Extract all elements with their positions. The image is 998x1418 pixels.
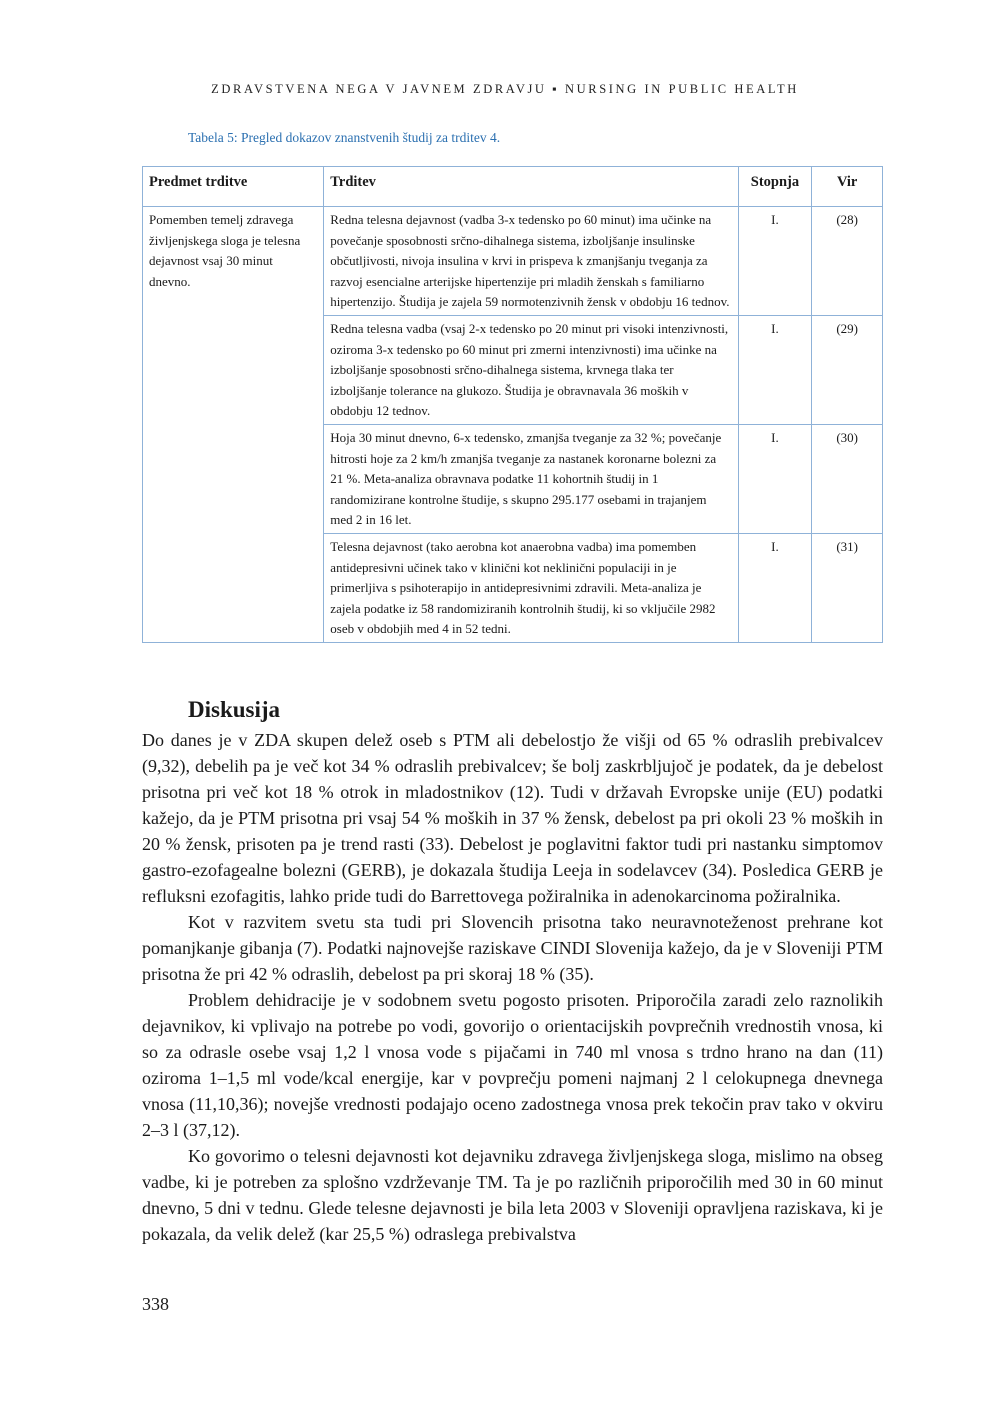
- header-source: Vir: [812, 167, 883, 207]
- evidence-grade: I.: [738, 533, 812, 642]
- evidence-grade: I.: [738, 207, 812, 316]
- paragraph: Ko govorimo o telesni dejavnosti kot dejavniku zdravega življenjskega sloga, mislimo na obseg vadbe, ki je potreben za splošno vzdrževanje TM. Ta je po različnih priporočilih med 30 in 60 minut dnevno, 5 dni v tednu. Glede telesne dejavnosti je bila leta 2003 v Sloveniji opravljena raziskava, ki je pokazala, da velik delež (kar 25,5 %) odraslega prebivalstva: [142, 1146, 883, 1244]
- claim-text: Telesna dejavnost (tako aerobna kot anaerobna vadba) ima pomemben antidepresivni učinek tako v klinični kot neklinični populaciji in je primerljiva s psihoterapijo in antidepresivnimi zdravili. Meta-analiza je zajela podatke iz 58 randomiziranih kontrolnih študij, ki so vključile 2982 oseb v obdobjih med 4 in 52 tedni.: [324, 533, 738, 642]
- table-caption: Tabela 5: Pregled dokazov znanstvenih študij za trditev 4.: [188, 130, 501, 145]
- table-row: [143, 207, 883, 316]
- claim-subject: Pomemben temelj zdravega življenjskega sloga je telesna dejavnost vsaj 30 minut dnevno.: [143, 207, 324, 643]
- claim-text: Hoja 30 minut dnevno, 6-x tedensko, zmanjša tveganje za 32 %; povečanje hitrosti hoje za 2 km/h zmanjša tveganje za nastanek koronarne bolezni za 21 %. Meta-analiza obravnava podatke 11 kohortnih študij in 1 randomizirane kontrolne študije, s skupno 295.177 osebami in trajanjem med 2 in 16 let.: [324, 424, 738, 533]
- header-grade: Stopnja: [738, 167, 812, 207]
- source-ref: (30): [812, 424, 883, 533]
- header-subject: Predmet trditve: [143, 167, 324, 207]
- table-header-row: [143, 167, 883, 207]
- evidence-table: [142, 166, 883, 643]
- paragraph: Kot v razvitem svetu sta tudi pri Slovencih prisotna tako neuravnoteženost prehrane kot pomanjkanje gibanja (7). Podatki najnovejše raziskave CINDI Slovenija kažejo, da je v Sloveniji PTM prisotna že pri 42 % odraslih, debelost pa pri skoraj 18 % (35).: [142, 912, 883, 984]
- page-number: 338: [142, 1294, 169, 1314]
- evidence-grade: I.: [738, 424, 812, 533]
- paragraph: Problem dehidracije je v sodobnem svetu pogosto prisoten. Priporočila zaradi zelo raznolikih dejavnikov, ki vplivajo na potrebe po vodi, govorijo o orientacijskih povprečnih vrednostih vnosa, ki so za odrasle osebe vsaj 1,2 l vnosa vode s pijačami in 740 ml vnosa s trdno hrano na dan (11) oziroma 1–1,5 ml vode/kcal energije, kar v povprečju pomeni najmanj 2 l celokupnega dnevnega vnosa (11,10,36); novejše vrednosti podajajo oceno zadostnega vnosa prek tekočin prav tako v okviru 2–3 l (37,12).: [142, 990, 883, 1140]
- section-heading: Diskusija: [188, 697, 281, 722]
- evidence-grade: I.: [738, 315, 812, 424]
- claim-text: Redna telesna dejavnost (vadba 3-x tedensko po 60 minut) ima učinke na povečanje sposobnosti srčno-dihalnega sistema, izboljšanje insulinske občutljivosti, nivoja insulina v krvi in prispeva k zmanjšanju tveganja za razvoj esencialne arterijske hipertenzije pri mladih ženskah s familiarno hipertenzijo. Študija je zajela 59 normotenzivnih žensk v obdobju 16 tednov.: [324, 207, 738, 316]
- source-ref: (31): [812, 533, 883, 642]
- header-claim: Trditev: [324, 167, 738, 207]
- paragraph: Do danes je v ZDA skupen delež oseb s PTM ali debelostjo že višji od 65 % odraslih prebivalcev (9,32), debelih pa je več kot 34 % odraslih prebivalcev; še bolj zaskrbljujoč je podatek, da je debelost prisotna pri več kot 18 % otrok in mladostnikov (12). Tudi v državah Evropske unije (EU) podatki kažejo, da je PTM prisotna pri vsaj 54 % moških in 37 % žensk, debelost pa pri okoli 23 % moških in 20 % žensk, prisoten pa je trend rasti (33). Debelost je poglavitni faktor tudi pri nastanku simptomov gastro-ezofagealne bolezni (GERB), je dokazala študija Leeja in sodelavcev (34). Posledica GERB je refluksni ezofagitis, lahko pride tudi do Barrettovega požiralnika in adenokarcinoma požiralnika.: [142, 730, 883, 906]
- source-ref: (29): [812, 315, 883, 424]
- claim-text: Redna telesna vadba (vsaj 2-x tedensko po 20 minut pri visoki intenzivnosti, oziroma 3-x tedensko po 60 minut pri zmerni intenzivnosti) ima učinke na izboljšanje sposobnosti srčno-dihalnega sistema, krvnega tlaka ter izboljšanje tolerance na glukozo. Študija je obravnavala 36 moških v obdobju 12 tednov.: [324, 315, 738, 424]
- running-head: ZDRAVSTVENA NEGA V JAVNEM ZDRAVJU ▪ NURSING IN PUBLIC HEALTH: [211, 82, 799, 96]
- discussion-body: [142, 727, 883, 1247]
- source-ref: (28): [812, 207, 883, 316]
